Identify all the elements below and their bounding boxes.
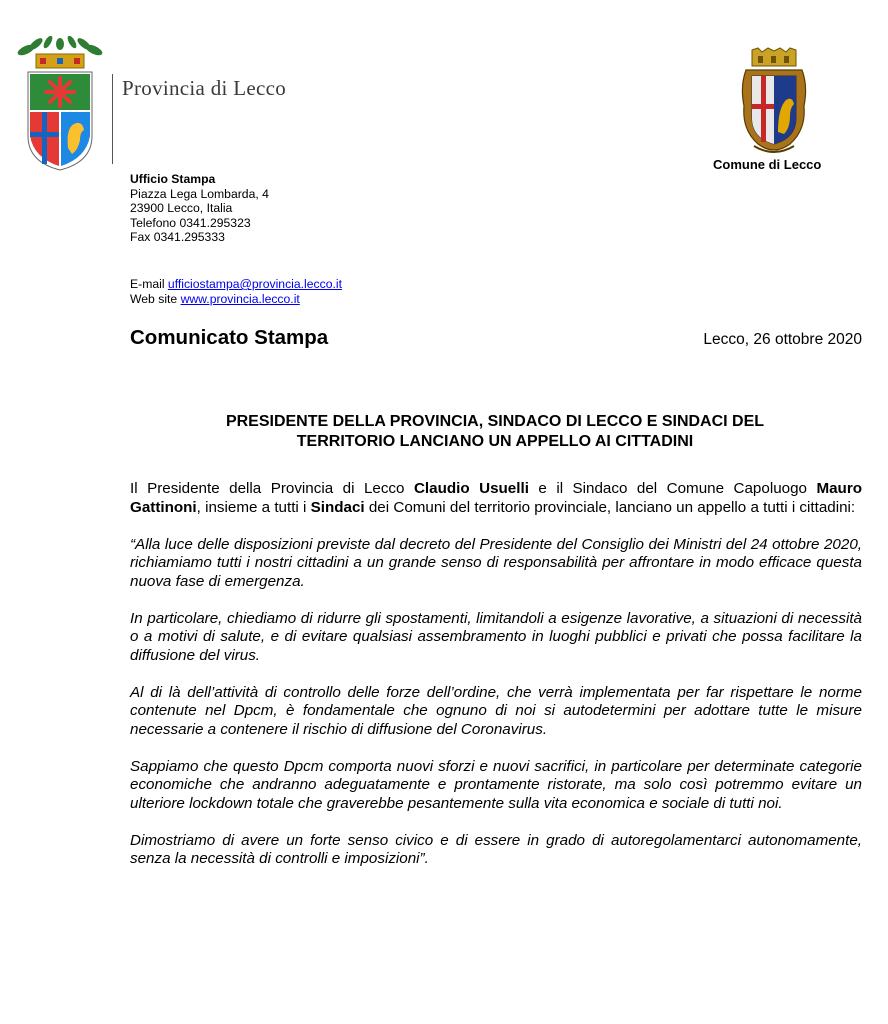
office-address-block (130, 172, 269, 245)
mayor-name: Mauro Gattinoni (130, 480, 863, 516)
appeal-paragraph: Al di là dell’attività di controllo delle forze dell’ordine, che verrà implementata per far rispettare le norme contenute nel Dpcm, è fondamentale che ognuno di noi si autodetermini per adottare tutte le misure necessarie a contenere il rischio di diffusione del Coronavirus. (130, 683, 862, 738)
email-link[interactable]: ufficiostampa@provincia.lecco.it (167, 277, 342, 291)
office-title: Ufficio Stampa (130, 172, 216, 186)
document-type-title: Comunicato Stampa (130, 326, 329, 349)
website-link[interactable]: www.provincia.lecco.it (180, 291, 300, 306)
appeal-paragraph: In particolare, chiediamo di ridurre gli spostamenti, limitandoli a esigenze lavorative, a situazioni di necessità o a motivi di salute, e di evitare qualsiasi assembramento in luoghi pubblici e privati che possa facilitare la diffusione del virus. (130, 609, 862, 664)
website-label: Web site (130, 291, 181, 306)
press-release-body (130, 480, 862, 887)
intro-text-4: dei Comuni del territorio provinciale, lanciano un appello a tutti i cittadini: (364, 498, 856, 516)
appeal-paragraph: Sappiamo che questo Dpcm comporta nuovi sforzi e nuovi sacrifici, in particolare per determinate categorie economiche che andranno adeguatamente e prontamente ristorate, ma solo così potremmo evitare un ulteriore lockdown totale che graverebbe pesantemente sulla vita economica e sociale di tutti noi. (130, 757, 862, 812)
provincia-crest-logo (12, 36, 108, 172)
header-divider (112, 74, 113, 164)
comune-crest-logo (732, 46, 816, 158)
email-row (130, 277, 342, 292)
provincia-name: Provincia di Lecco (122, 76, 287, 100)
email-label: E-mail (130, 277, 168, 291)
president-name: Claudio Usuelli (413, 480, 529, 497)
comune-name: Comune di Lecco (713, 157, 822, 172)
sindaci-label: Sindaci (310, 498, 365, 516)
press-release-headline (150, 412, 840, 451)
document-date: Lecco, 26 ottobre 2020 (703, 331, 862, 348)
contacts-block (130, 277, 342, 306)
headline-line-2: TERRITORIO LANCIANO UN APPELLO AI CITTADINI (296, 432, 694, 450)
office-phone: Telefono 0341.295323 (130, 215, 251, 230)
intro-paragraph (130, 480, 862, 517)
office-fax: Fax 0341.295333 (130, 230, 225, 245)
office-address-street: Piazza Lega Lombarda, 4 (130, 186, 269, 201)
appeal-paragraph: Dimostriamo di avere un forte senso civico e di essere in grado di autoregolamentarci autonomamente, senza la necessità di controlli e imposizioni”. (130, 831, 862, 867)
website-row (130, 292, 342, 307)
headline-line-1: PRESIDENTE DELLA PROVINCIA, SINDACO DI LECCO E SINDACI DEL (225, 413, 765, 430)
intro-text-1: Il Presidente della Provincia di Lecco (130, 480, 414, 497)
intro-text-3: , insieme a tutti i (196, 498, 311, 516)
appeal-paragraph: “Alla luce delle disposizioni previste dal decreto del Presidente del Consiglio dei Ministri del 24 ottobre 2020, richiamiamo tutti i nostri cittadini a un grande senso di responsabilità per affrontare in modo efficace questa nuova fase di emergenza. (130, 535, 862, 590)
office-address-city: 23900 Lecco, Italia (130, 201, 233, 216)
intro-text-2: e il Sindaco del Comune Capoluogo (528, 480, 817, 497)
